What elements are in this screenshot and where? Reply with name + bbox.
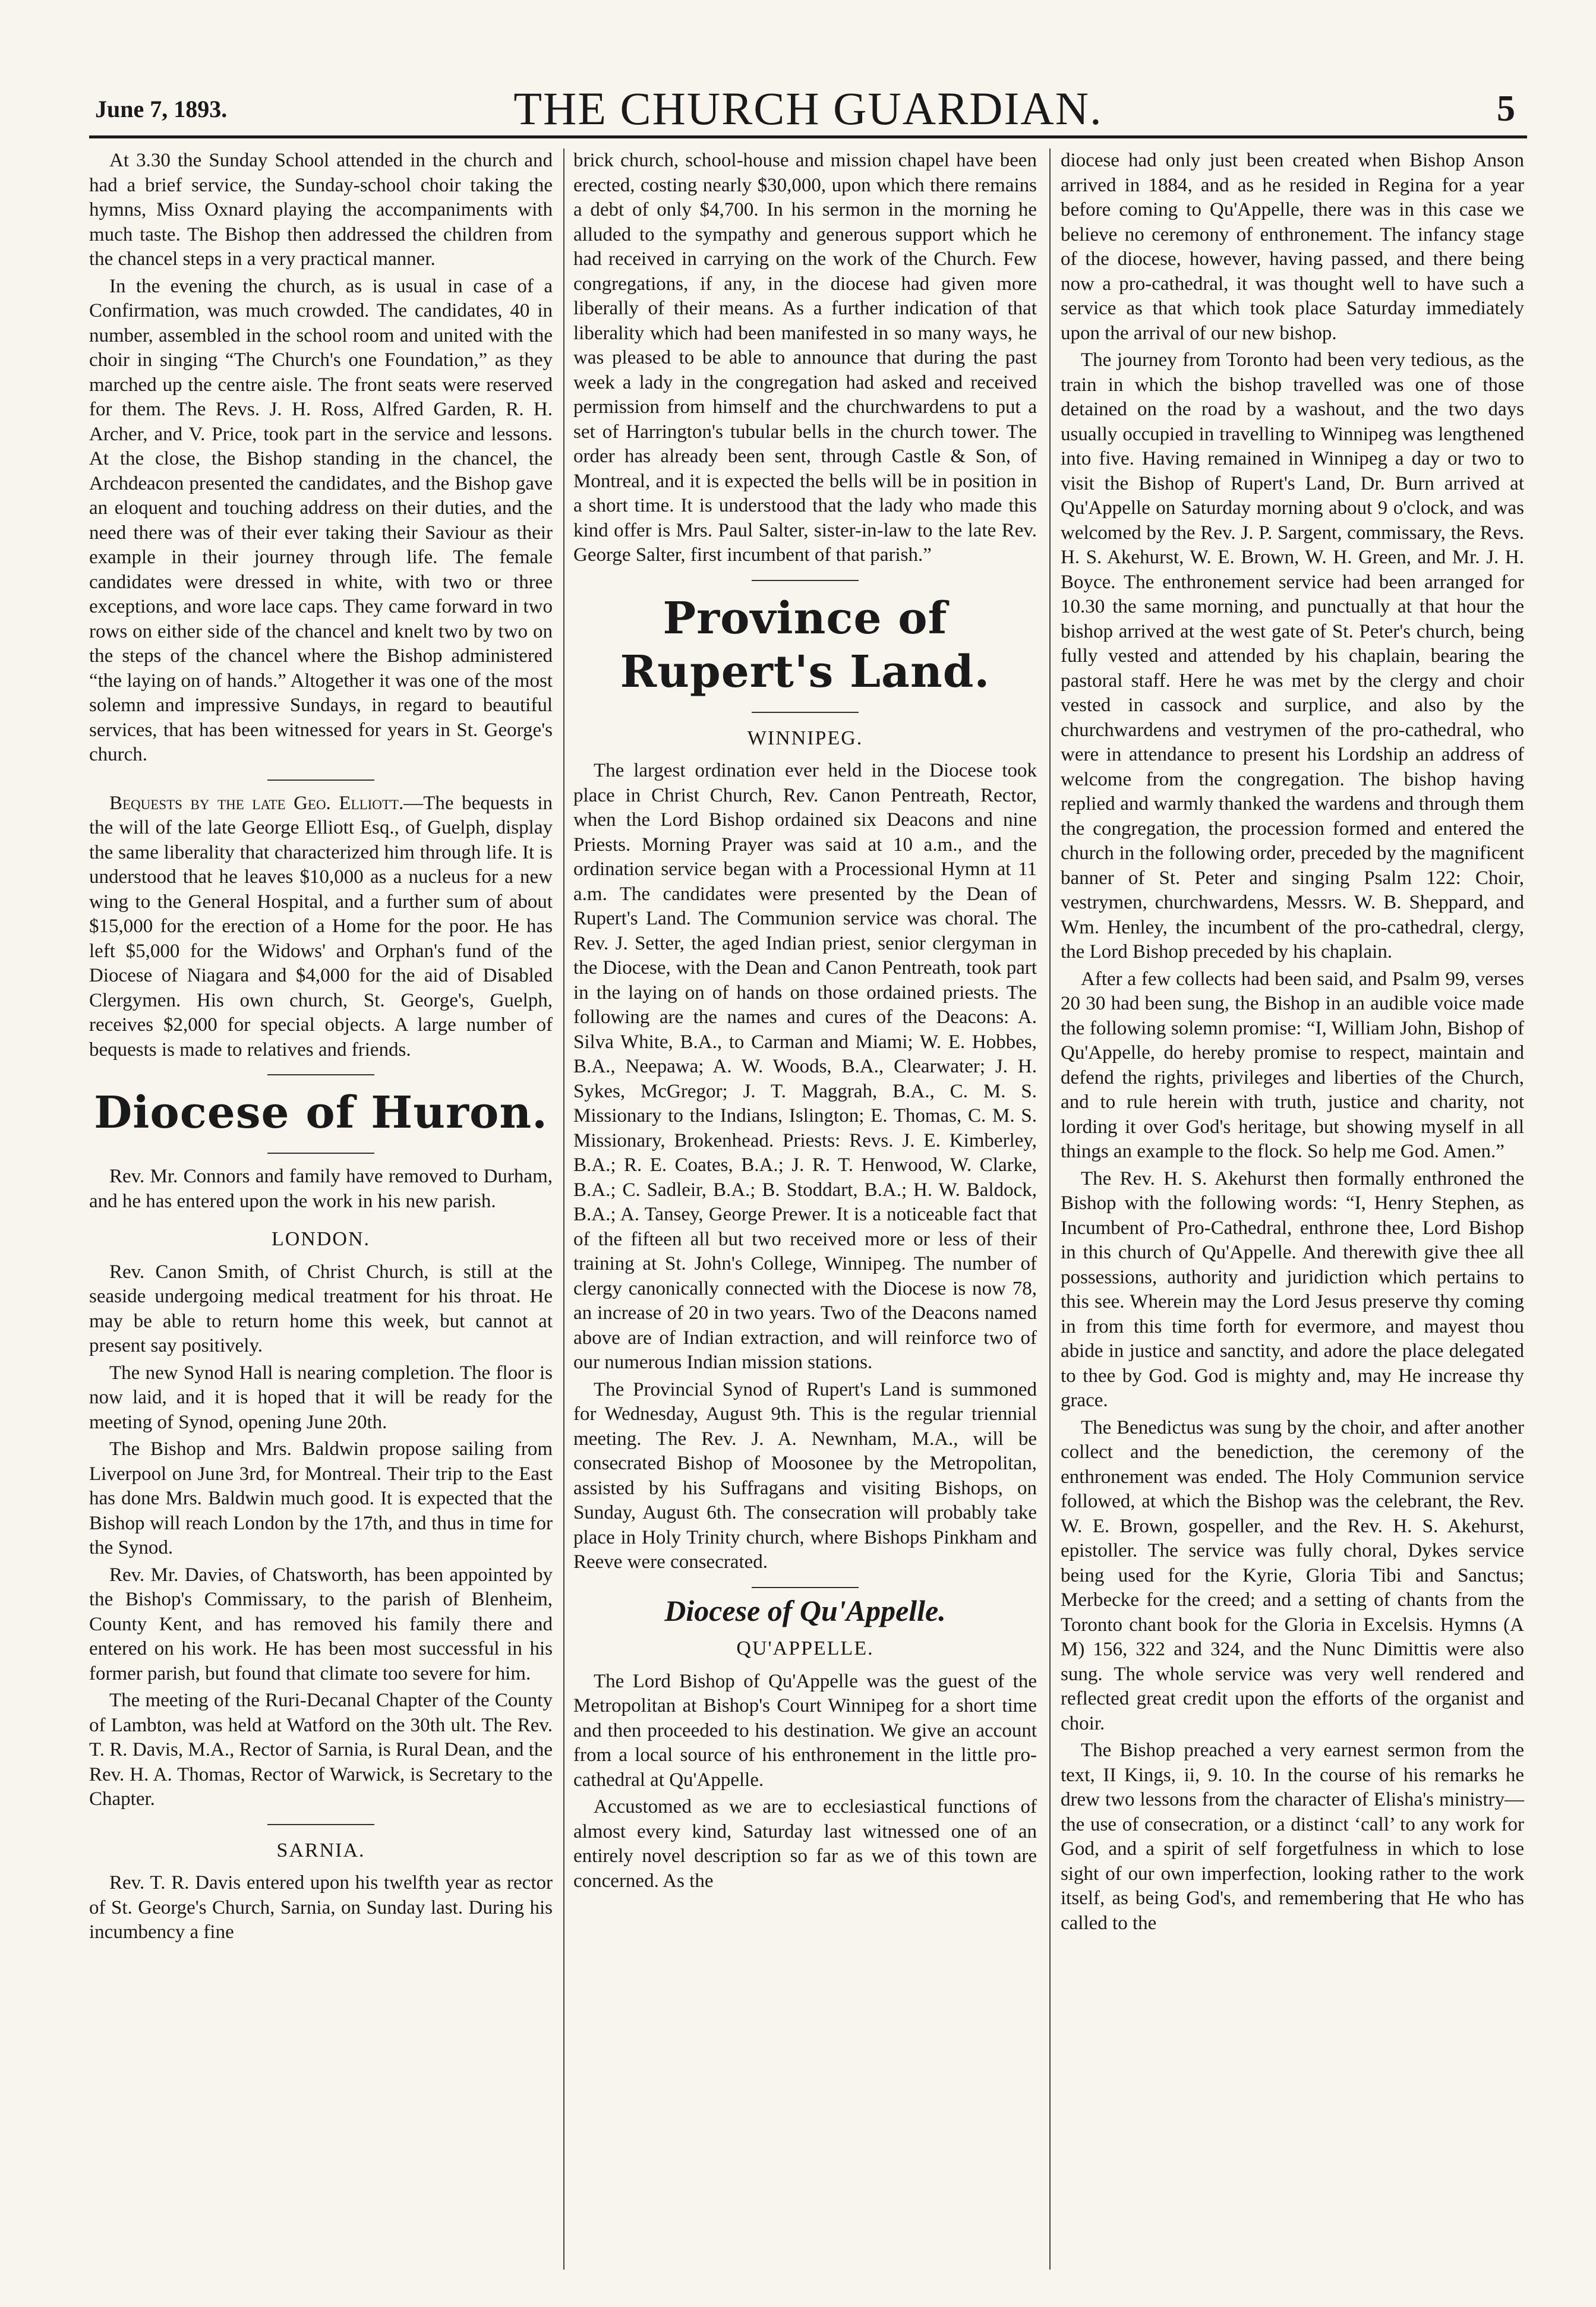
winnipeg-paragraph: The largest ordination ever held in the Diocese took place in Christ Church, Rev. Canon Pentreath, Rector, when the Lord Bishop ordained six Deacons and nine Priests. Morning Prayer was said at 10 a.m., and the ordination service began with a Processional Hymn at 11 a.m. The candidates were presented by the Dean of Rupert's Land. The Communion service was choral. The Rev. J. Setter, the aged Indian priest, senior clergyman in the Diocese, with the Dean and Canon Pentreath, took part in the laying on of hands on those ordained priests. The following are the names and cures of the Deacons: A. Silva White, B.A., to Carman and Miami; W. E. Hobbes, B.A., Neepawa; A. W. Woods, B.A., Clearwater; J. H. Sykes, McGregor; J. T. Maggrah, B.A., C. M. S. Missionary to the Indians, Islington; E. Thomas, C. M. S. Missionary, Brokenhead. Priests: Revs. J. E. Kimberley, B.A.; R. E. Coates, B.A.; J. R. T. Henwood, W. Clarke, B.A.; C. Sadleir, B.A.; B. Stoddart, B.A.; H. W. Baldock, B.A.; A. Tansey, George Prewer. It is a noticeable fact that of the fifteen all but two received more or less of their training at St. John's College, Winnipeg. The number of clergy canonically connected with the Diocese is now 78, an increase of 20 in two years. Two of the Deacons named above are of Indian extraction, and will reinforce two of our numerous Indian mission stations. [573, 760, 1037, 1373]
winnipeg-paragraph: The Provincial Synod of Rupert's Land is summoned for Wednesday, August 9th. This is the regular triennial meeting. The Rev. J. A. Newnham, M.A., will be consecrated Bishop of Moosonee by the Metropolitan, assisted by his Suffragans and visiting Bishops, on Sunday, August 6th. The consecration will probably take place in Holy Trinity church, where Bishops Pinkham and Reeve were consecrated. [573, 1378, 1037, 1573]
bequests-text: —The bequests in the will of the late George Elliott Esq., of Guelph, display the same liberality that characterized him through life. It is understood that he leaves $10,000 as a nucleus for a new wing to the General Hospital, and a further sum of about $15,000 for the erection of a Home for the poor. He has left $5,000 for the Widows' and Orphan's fund of the Diocese of Niagara and $4,000 for the aid of Disabled Clergymen. His own church, St. George's, Guelph, receives $2,000 for special objects. A large number of bequests is made to relatives and friends. [89, 792, 553, 1061]
separator-rule [267, 1824, 374, 1825]
quappelle-paragraph: The Bishop preached a very earnest sermon from the text, II Kings, ii, 9. 10. In the course of his remarks he drew two lessons from the character of Elisha's ministry—the use of consecration, or a distinct ‘call’ to any work for God, and a spirit of self forgetfulness in which to lose sight of our own imperfection, looking rather to the work itself, as being God's, and remembering that He who has called to the [1061, 1740, 1524, 1934]
subheading-sarnia: SARNIA. [276, 1839, 365, 1861]
bequests-lead: Bequests by the late Geo. Elliott. [109, 792, 404, 814]
quappelle-continued-paragraph: diocese had only just been created when Bishop Anson arrived in 1884, and as he resided in Regina for a year before coming to Qu'Appelle, there was in this case we believe no ceremony of enthronement. The infancy stage of the diocese, however, having passed, and there being now a pro-cathedral, it was thought well to have such a service as that which took place Saturday immediately upon the arrival of our new bishop. [1061, 150, 1524, 344]
sarnia-continued-paragraph: brick church, school-house and mission chapel have been erected, costing nearly $30,000, upon which there remains a debt of only $4,700. In his sermon in the morning he alluded to the sympathy and generous support which he had received in carrying on the work of the Church. Few congregations, if any, in the diocese had given more liberally of their means. As a further indication of that liberality which had been manifested in so many ways, he was pleased to be able to announce that during the past week a lady in the congregation had asked and received permission from himself and the churchwardens to put a set of Harrington's tubular bells in the church tower. The order has already been sent, through Castle & Son, of Montreal, and it is expected the bells will be in position in a short time. It is understood that the lady who made this kind offer is Mrs. Paul Salter, sister-in-law to the late Rev. George Salter, first incumbent of that parish.” [573, 150, 1037, 566]
quappelle-paragraph: The Lord Bishop of Qu'Appelle was the guest of the Metropolitan at Bishop's Court Winnipeg for a short time and then proceeded to his destination. We give an account from a local source of his enthronement in the little pro-cathedral at Qu'Appelle. [573, 1670, 1037, 1791]
subheading-quappelle: QU'APPELLE. [736, 1637, 874, 1659]
separator-rule [752, 580, 859, 581]
masthead-rule [89, 135, 1527, 138]
quappelle-paragraph: The Rev. H. S. Akehurst then formally enthroned the Bishop with the following words: “I, Henry Stephen, as Incumbent of Pro-Cathedral, enthrone thee, Lord Bishop in this church of Qu'Appelle. And therewith give thee all possessions, authority and juridiction which pertains to this see. Wherein may the Lord Jesus preserve thy coming in from this time forth for evermore, and mayest thou abide in justice and sanctity, and adore the place delegated to thee by God. God is mighty and, may He increase thy grace. [1061, 1167, 1524, 1411]
separator-rule [752, 712, 859, 713]
bequests-paragraph [89, 791, 553, 1063]
separator-rule [267, 779, 374, 781]
london-paragraph: Rev. Mr. Davies, of Chatsworth, has been appointed by the Bishop's Commissary, to the parish of Blenheim, County Kent, and has removed his family there and entered on his work. He has been most successful in his former parish, but found that climate too severe for him. [89, 1564, 553, 1684]
issue-date: June 7, 1893. [95, 96, 228, 122]
page-number: 5 [1497, 89, 1515, 129]
london-paragraph: Rev. Canon Smith, of Christ Church, is still at the seaside undergoing medical treatment for his throat. He may be able to return home this week, but cannot at present say positively. [89, 1261, 553, 1356]
london-paragraph: The meeting of the Ruri-Decanal Chapter of the County of Lambton, was held at Watford on the 30th ult. The Rev. T. R. Davis, M.A., Rector of Sarnia, is Rural Dean, and the Rev. H. A. Thomas, Rector of Warwick, is Secretary to the Chapter. [89, 1690, 553, 1810]
confirmation-paragraph: In the evening the church, as is usual in case of a Confirmation, was much crowded. The candidates, 40 in number, assembled in the school room and united with the choir in singing “The Church's one Foundation,” as they marched up the centre aisle. The front seats were reserved for them. The Revs. J. H. Ross, Alfred Garden, R. H. Archer, and V. Price, took part in the service and lessons. At the close, the Bishop standing in the chancel, the Archdeacon presented the candidates, and the Bishop gave an eloquent and touching address on their duties, and the need there was of their ever taking their Saviour as their example in their journey through life. The female candidates were dressed in white, with two or three exceptions, and wore lace caps. They came forward in two rows on either side of the chancel and knelt two by two on the steps of the chancel where the Bishop administered “the laying on of hands.” Altogether it was one of the most solemn and impressive Sundays, in regard to beautiful services, that has been witnessed for years in St. George's church. [89, 275, 553, 765]
newspaper-title: THE CHURCH GUARDIAN. [513, 83, 1103, 134]
column-divider [1049, 149, 1051, 2270]
london-paragraph: The new Synod Hall is nearing completion. The floor is now laid, and it is hoped that it will be ready for the meeting of Synod, opening June 20th. [89, 1362, 553, 1433]
confirmation-paragraph: At 3.30 the Sunday School attended in the church and had a brief service, the Sunday-school choir taking the hymns, Miss Oxnard playing the accompaniments with much taste. The Bishop then addressed the children from the chancel steps in a very practical manner. [89, 150, 553, 270]
subheading-winnipeg: WINNIPEG. [747, 727, 863, 749]
section-heading-quappelle: Diocese of Qu'Appelle. [664, 1593, 946, 1627]
separator-rule [267, 1153, 374, 1154]
section-heading-ruperts-land: Province of Rupert's Land. [620, 592, 991, 698]
subheading-london: LONDON. [271, 1228, 371, 1250]
quappelle-paragraph: Accustomed as we are to ecclesiastical functions of almost every kind, Saturday last witnessed one of an entirely novel description so far as we of this town are concerned. As the [573, 1796, 1037, 1892]
section-heading-huron: Diocese of Huron. [94, 1087, 548, 1138]
column-divider [563, 149, 564, 2270]
london-paragraph: The Bishop and Mrs. Baldwin propose sailing from Liverpool on June 3rd, for Montreal. Their trip to the East has done Mrs. Baldwin much good. It is expected that the Bishop will reach London by the 17th, and thus in time for the Synod. [89, 1438, 553, 1558]
quappelle-paragraph: After a few collects had been said, and Psalm 99, verses 20 30 had been sung, the Bishop in an audible voice made the following solemn promise: “I, William John, Bishop of Qu'Appelle, do hereby promise to respect, maintain and defend the rights, privileges and liberties of the Church, and to rule herein with truth, justice and charity, not lording it over God's heritage, but showing myself in all things an example to the flock. So help me God. Amen.” [1061, 968, 1524, 1162]
quappelle-paragraph: The journey from Toronto had been very tedious, as the train in which the bishop travelled was one of those detained on the road by a washout, and the two days usually occupied in travelling to Winnipeg was lengthened into five. Having remained in Winnipeg a day or two to visit the Bishop of Rupert's Land, Dr. Burn arrived at Qu'Appelle on Saturday morning about 9 o'clock, and was welcomed by the Rev. J. P. Sargent, commissary, the Revs. H. S. Akehurst, W. E. Brown, W. H. Green, and Mr. J. H. Boyce. The enthronement service had been arranged for 10.30 the same morning, and punctually at that hour the bishop arrived at the west gate of St. Peter's church, being fully vested and attended by his chaplain, bearing the pastoral staff. Here he was met by the clergy and choir vested in cassock and surplice, and also by the churchwardens and vestrymen of the pro-cathedral, who were in attendance to present his Lordship an address of welcome from the congregation. The bishop having replied and warmly thanked the wardens and through them the congregation, the procession formed and entered the church in the following order, preceded by the magnificent banner of St. Peter and singing Psalm 122: Choir, vestrymen, churchwardens, Messrs. W. B. Sheppard, and Wm. Henley, the incumbent of the pro-cathedral, clergy, the Lord Bishop preceded by his chaplain. [1061, 349, 1524, 962]
masthead [89, 71, 1527, 137]
separator-rule [752, 1587, 859, 1588]
column-1 [89, 149, 553, 1948]
huron-paragraph: Rev. Mr. Connors and family have removed to Durham, and he has entered upon the work in his new parish. [89, 1166, 553, 1212]
column-2 [573, 149, 1037, 1896]
quappelle-paragraph: The Benedictus was sung by the choir, and after another collect and the benediction, the ceremony of the enthronement was ended. The Holy Communion service followed, at which the Bishop was the celebrant, the Rev. W. E. Brown, gospeller, and the Rev. H. S. Akehurst, epistoller. The service was fully choral, Dykes service being used for the Kyrie, Gloria Tibi and Sanctus; Merbecke for the creed; and a setting of chants from the Toronto chant book for the Gloria in Excelsis. Hymns (A M) 156, 322 and 324, and the Nunc Dimittis were also sung. The whole service was very well rendered and reflected great credit upon the efforts of the organist and choir. [1061, 1416, 1524, 1734]
column-3 [1061, 149, 1524, 1938]
sarnia-paragraph: Rev. T. R. Davis entered upon his twelfth year as rector of St. George's Church, Sarnia, on Sunday last. During his incumbency a fine [89, 1872, 553, 1943]
separator-rule [267, 1074, 374, 1075]
